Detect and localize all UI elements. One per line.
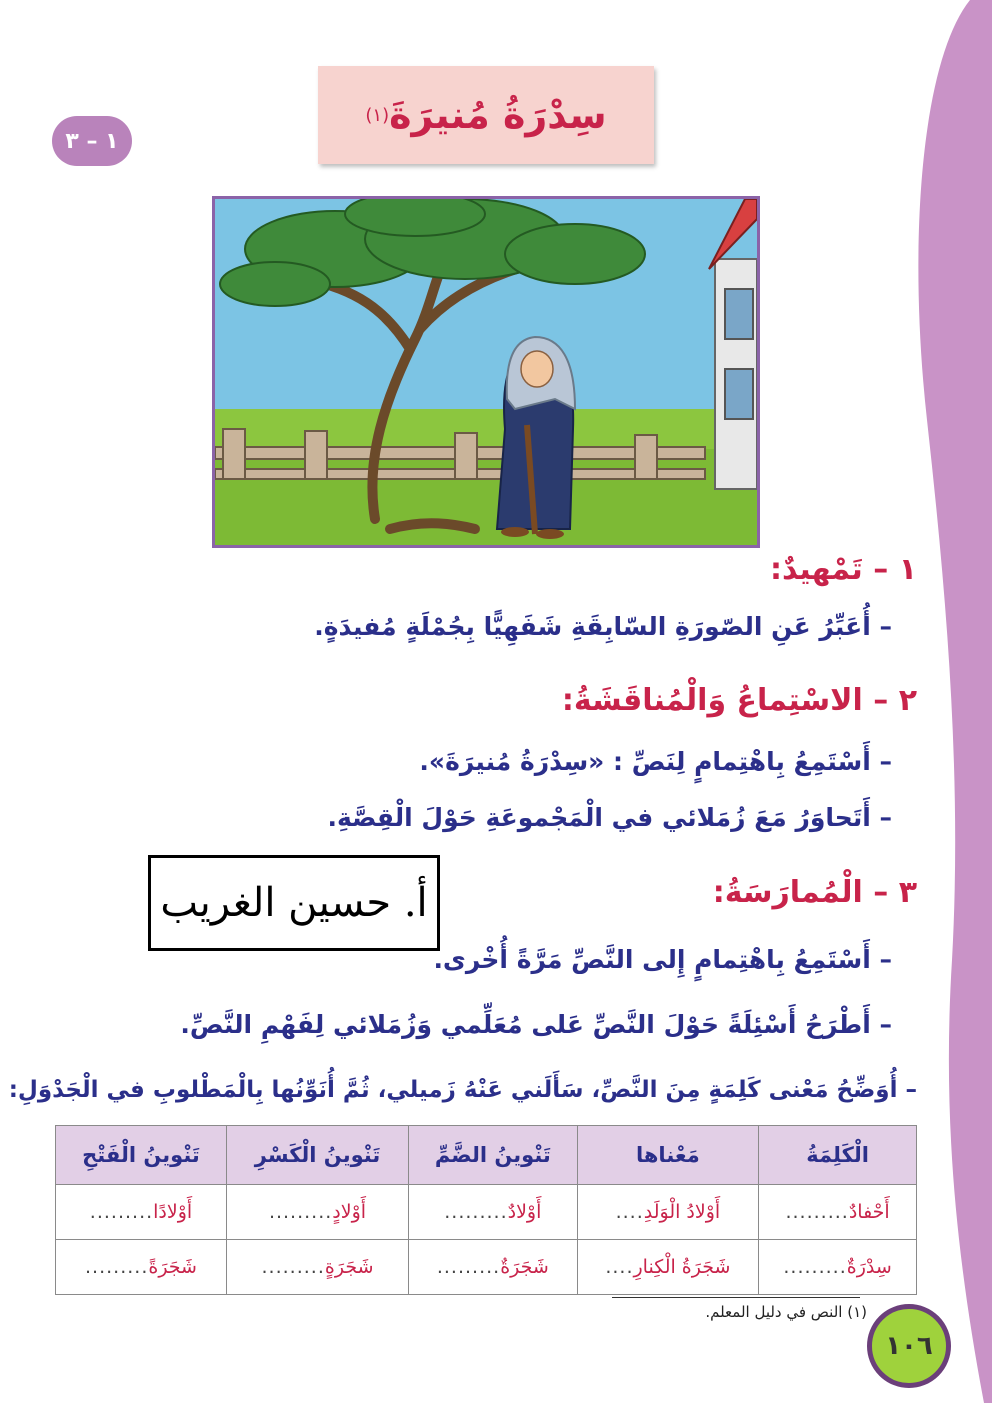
table-cell: أَوْلادٌ ......... — [409, 1185, 578, 1240]
practice-bullet-2: – أَطْرَحُ أَسْئِلَةً حَوْلَ النَّصِّ عَلى مُعَلِّمي وَزُمَلائي لِفَهْمِ النَّصِّ. — [180, 1010, 892, 1039]
section-heading-intro: ١ – تَمْهيدٌ: — [770, 552, 917, 587]
tanween-table — [55, 1125, 917, 1295]
table-cell: شَجَرَةٌ ......... — [409, 1240, 578, 1295]
header-damma-tanween: تَنْوينُ الضَّمِّ — [409, 1126, 578, 1185]
practice-bullet-1: – أَسْتَمِعُ بِاهْتِمامٍ إِلى النَّصِّ مَرَّةً أُخْرى. — [433, 945, 892, 974]
old-woman-under-tree-illustration — [212, 196, 760, 548]
table-row — [56, 1240, 917, 1295]
table-cell: سِدْرَةٌ ......... — [759, 1240, 917, 1295]
listening-bullet-1: – أَسْتَمِعُ بِاهْتِمامٍ لِنَصِّ : «سِدْرَةُ مُنيرَةَ». — [419, 747, 892, 776]
header-meaning: مَعْناها — [577, 1126, 759, 1185]
section-heading-listening: ٢ – الاسْتِماعُ وَالْمُناقَشَةُ: — [561, 683, 917, 718]
table-cell: أَحْفادٌ ......... — [759, 1185, 917, 1240]
decorative-side-band — [912, 0, 992, 1403]
lesson-number-badge: ١ – ٣ — [52, 116, 132, 166]
title-footnote-marker: (١) — [365, 104, 390, 126]
table-cell: أَوْلادُ الْوَلَدِ .... — [577, 1185, 759, 1240]
footnote-divider — [612, 1297, 860, 1298]
footnote-text: (١) النص في دليل المعلم. — [705, 1303, 867, 1321]
lesson-title: سِدْرَةُ مُنيرَةَ — [389, 93, 607, 137]
page-number-badge: ١٠٦ — [867, 1304, 951, 1388]
table-cell: أَوْلادًا ......... — [56, 1185, 227, 1240]
lesson-title-box — [318, 66, 654, 164]
practice-bullet-3: – أُوَضِّحُ مَعْنى كَلِمَةٍ مِنَ النَّصِّ، سَأَلَني عَنْهُ زَميلي، ثُمَّ أُنَوِّنُها بِالْمَطْلوبِ في الْجَدْوَلِ: — [8, 1077, 917, 1103]
listening-bullet-2: – أَتَحاوَرُ مَعَ زُمَلائي في الْمَجْموعَةِ حَوْلَ الْقِصَّةِ. — [327, 803, 892, 832]
old-woman — [497, 337, 575, 539]
table-cell: شَجَرَةُ الْكِنارِ .... — [577, 1240, 759, 1295]
intro-bullet-1: – أُعَبِّرُ عَنِ الصّورَةِ السّابِقَةِ شَفَهِيًّا بِجُمْلَةٍ مُفيدَةٍ. — [314, 612, 892, 641]
table-cell: شَجَرَةٍ ......... — [226, 1240, 408, 1295]
table-cell: شَجَرَةً ......... — [56, 1240, 227, 1295]
table-cell: أَوْلادٍ ......... — [226, 1185, 408, 1240]
author-name-box: أ. حسين الغريب — [148, 855, 440, 951]
header-fatha-tanween: تَنْوينُ الْفَتْحِ — [56, 1126, 227, 1185]
section-heading-practice: ٣ – الْمُمارَسَةُ: — [712, 875, 917, 910]
table-row — [56, 1185, 917, 1240]
table-header-row — [56, 1126, 917, 1185]
header-kasra-tanween: تَنْوينُ الْكَسْرِ — [226, 1126, 408, 1185]
header-word: الْكَلِمَةُ — [759, 1126, 917, 1185]
